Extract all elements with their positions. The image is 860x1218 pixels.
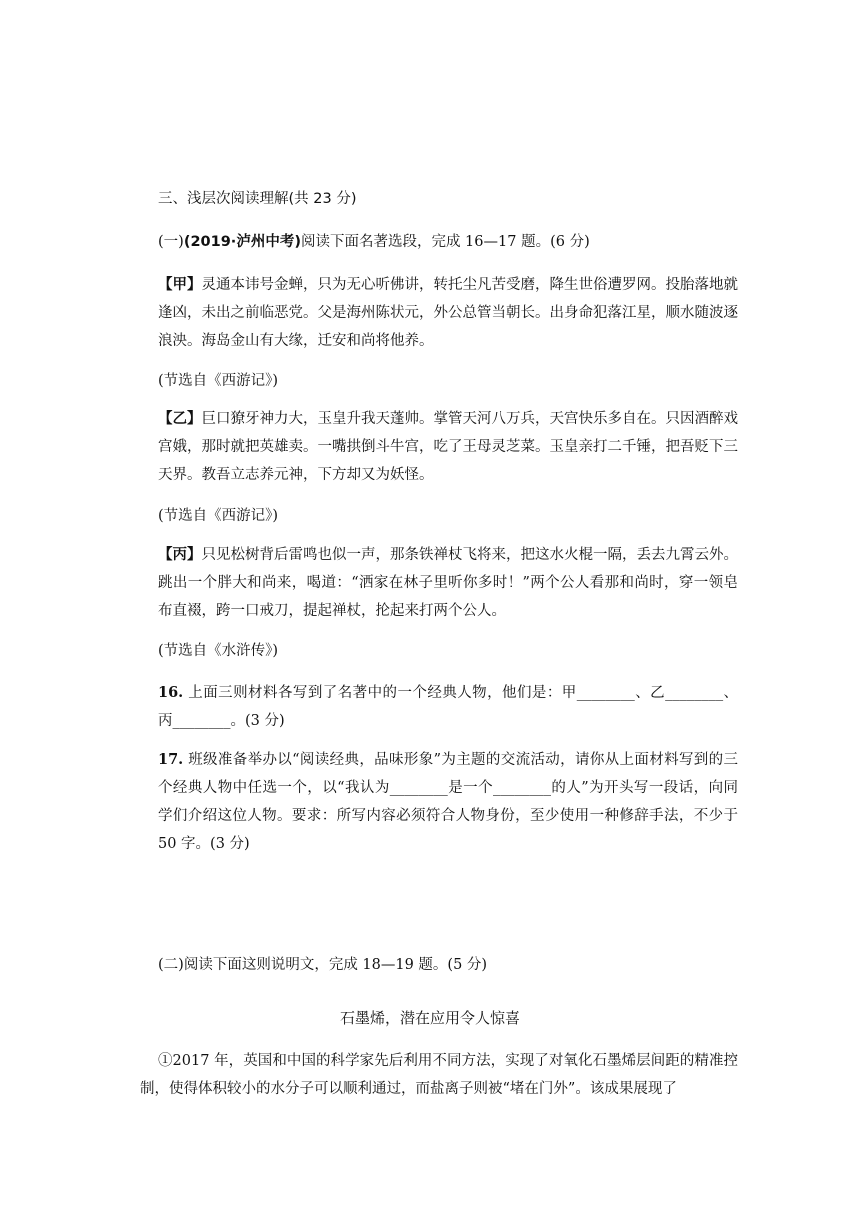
part1-intro-source: (2019·泸州中考): [183, 234, 301, 250]
part2-intro: (二)阅读下面这则说明文，完成 18—19 题。(5 分): [158, 957, 488, 973]
article-paragraph-1: ①2017 年，英国和中国的科学家先后利用不同方法，实现了对氧化石墨烯层间距的精准控制，使得体积较小的水分子可以顺利通过，而盐离子则被“堵在门外”。该成果展现了: [140, 1053, 738, 1097]
passage-bing: [158, 541, 738, 627]
question-17-number: 17.: [158, 751, 184, 768]
passage-bing-text: 只见松树背后雷鸣也似一声，那条铁禅杖飞将来，把这水火棍一隔，丢去九霄云外。跳出一个胖大和尚来，喝道：“洒家在林子里听你多时！”两个公人看那和尚时，穿一领皂布直裰，跨一口戒刀，提起禅杖，抡起来打两个公人。: [158, 547, 738, 619]
part1-intro: [158, 228, 738, 256]
part1-intro-text: 阅读下面名著选段，完成 16—17 题。(6 分): [300, 234, 590, 250]
question-16-text: 上面三则材料各写到了名著中的一个经典人物，他们是：甲________、乙________、丙________。(3 分): [158, 685, 739, 729]
passage-yi-text: 巨口獠牙神力大，玉皇升我天蓬帅。掌管天河八万兵，天宫快乐多自在。只因酒醉戏宫娥，那时就把英雄卖。一嘴拱倒斗牛宫，吃了王母灵芝菜。玉皇亲打二千锤，把吾贬下三天界。教吾立志养元神，下方却又为妖怪。: [158, 411, 738, 483]
passage-jia-text: 灵通本讳号金蝉，只为无心听佛讲，转托尘凡苦受磨，降生世俗遭罗网。投胎落地就逢凶，未出之前临恶党。父是海州陈状元，外公总管当朝长。出身命犯落江星，顺水随波逐浪泱。海岛金山有大缘，迁安和尚将他养。: [158, 277, 738, 349]
passage-bing-tag: 【丙】: [158, 547, 202, 563]
section-heading: 三、浅层次阅读理解(共 23 分): [158, 191, 357, 207]
passage-jia-tag: 【甲】: [158, 277, 202, 293]
passage-bing-source: (节选自《水浒传》): [158, 643, 279, 659]
passage-yi: [158, 405, 738, 491]
question-16: [158, 679, 738, 737]
question-17-text: 班级准备举办以“阅读经典，品味形象”为主题的交流活动，请你从上面材料写到的三个经典人物中任选一个，以“我认为________是一个________的人”为开头写一段话，向同学们介绍这位人物。要求：所写内容必须符合人物身份，至少使用一种修辞手法，不少于 50 字。(3 分): [158, 752, 739, 852]
question-17: [158, 746, 738, 860]
passage-yi-source: (节选自《西游记》): [158, 508, 279, 524]
passage-jia: [158, 271, 738, 357]
question-16-number: 16.: [158, 684, 184, 701]
passage-jia-source: (节选自《西游记》): [158, 373, 279, 389]
article-title: 石墨烯，潜在应用令人惊喜: [339, 1009, 520, 1027]
part1-intro-prefix: (一): [158, 234, 184, 250]
passage-yi-tag: 【乙】: [158, 411, 202, 427]
